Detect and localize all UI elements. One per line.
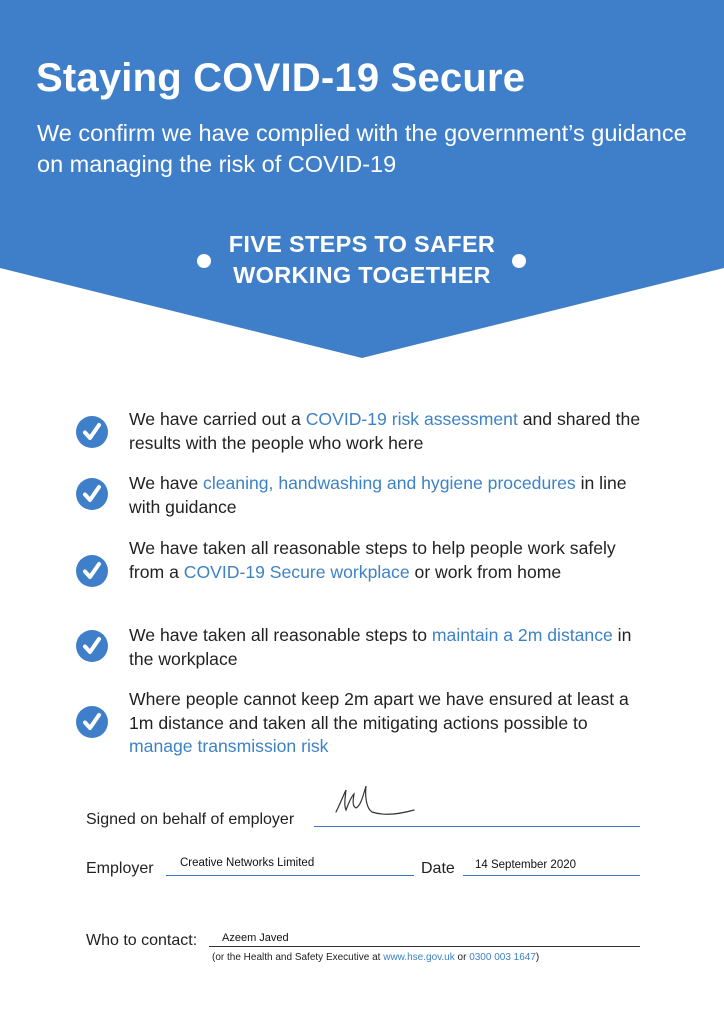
banner-background	[0, 0, 724, 360]
checkmark-circle-icon	[76, 416, 108, 448]
date-line	[463, 875, 640, 876]
step-link[interactable]: maintain a 2m distance	[431, 625, 613, 645]
contact-value: Azeem Javed	[222, 932, 289, 944]
steps-heading-line2: WORKING TOGETHER	[233, 262, 491, 288]
hse-phone-link[interactable]: 0300 003 1647	[469, 952, 536, 963]
step-text: We have cleaning, handwashing and hygiene procedures in line with guidance	[129, 473, 627, 517]
contact-label: Who to contact:	[86, 932, 198, 949]
signature-line	[314, 826, 640, 827]
signed-label: Signed on behalf of employer	[86, 811, 295, 828]
checkmark-circle-icon	[76, 478, 108, 510]
step-text: We have carried out a COVID-19 risk assessment and shared the results with the people who work here	[129, 409, 641, 453]
employer-line	[166, 875, 414, 876]
handwritten-signature	[330, 782, 420, 822]
steps-heading	[192, 229, 532, 291]
step-link[interactable]: manage transmission risk	[129, 736, 329, 756]
checkmark-circle-icon	[76, 706, 108, 738]
steps-heading-line1: FIVE STEPS TO SAFER	[228, 231, 496, 257]
hse-website-link[interactable]: www.hse.gov.uk	[383, 952, 455, 963]
step-link[interactable]: cleaning, handwashing and hygiene procedures	[203, 473, 576, 493]
step-link[interactable]: COVID-19 Secure workplace	[183, 561, 410, 582]
employer-label: Employer	[86, 860, 154, 877]
step-text: Where people cannot keep 2m apart we have ensured at least a 1m distance and taken all the mitigating actions possible to manage transmission risk	[129, 689, 629, 756]
page-title: Staying COVID-19 Secure	[36, 56, 526, 100]
checkmark-circle-icon	[76, 630, 108, 662]
checkmark-circle-icon	[76, 555, 108, 587]
page-subtitle: We confirm we have complied with the government’s guidance on managing the risk of COVID-19	[37, 120, 687, 177]
date-value: 14 September 2020	[475, 859, 577, 871]
step-text: We have taken all reasonable steps to help people work safely from a COVID-19 Secure workplace or work from home	[129, 538, 616, 582]
date-label: Date	[421, 860, 455, 877]
footnote: (or the Health and Safety Executive at www.hse.gov.uk or 0300 003 1647)	[212, 952, 540, 963]
employer-value: Creative Networks Limited	[180, 857, 315, 869]
step-text: We have taken all reasonable steps to maintain a 2m distance in the workplace	[129, 625, 632, 669]
bullet-dot-icon	[512, 254, 526, 268]
header-banner	[0, 0, 724, 360]
contact-line	[209, 946, 640, 947]
step-link[interactable]: COVID-19 risk assessment	[305, 409, 518, 429]
